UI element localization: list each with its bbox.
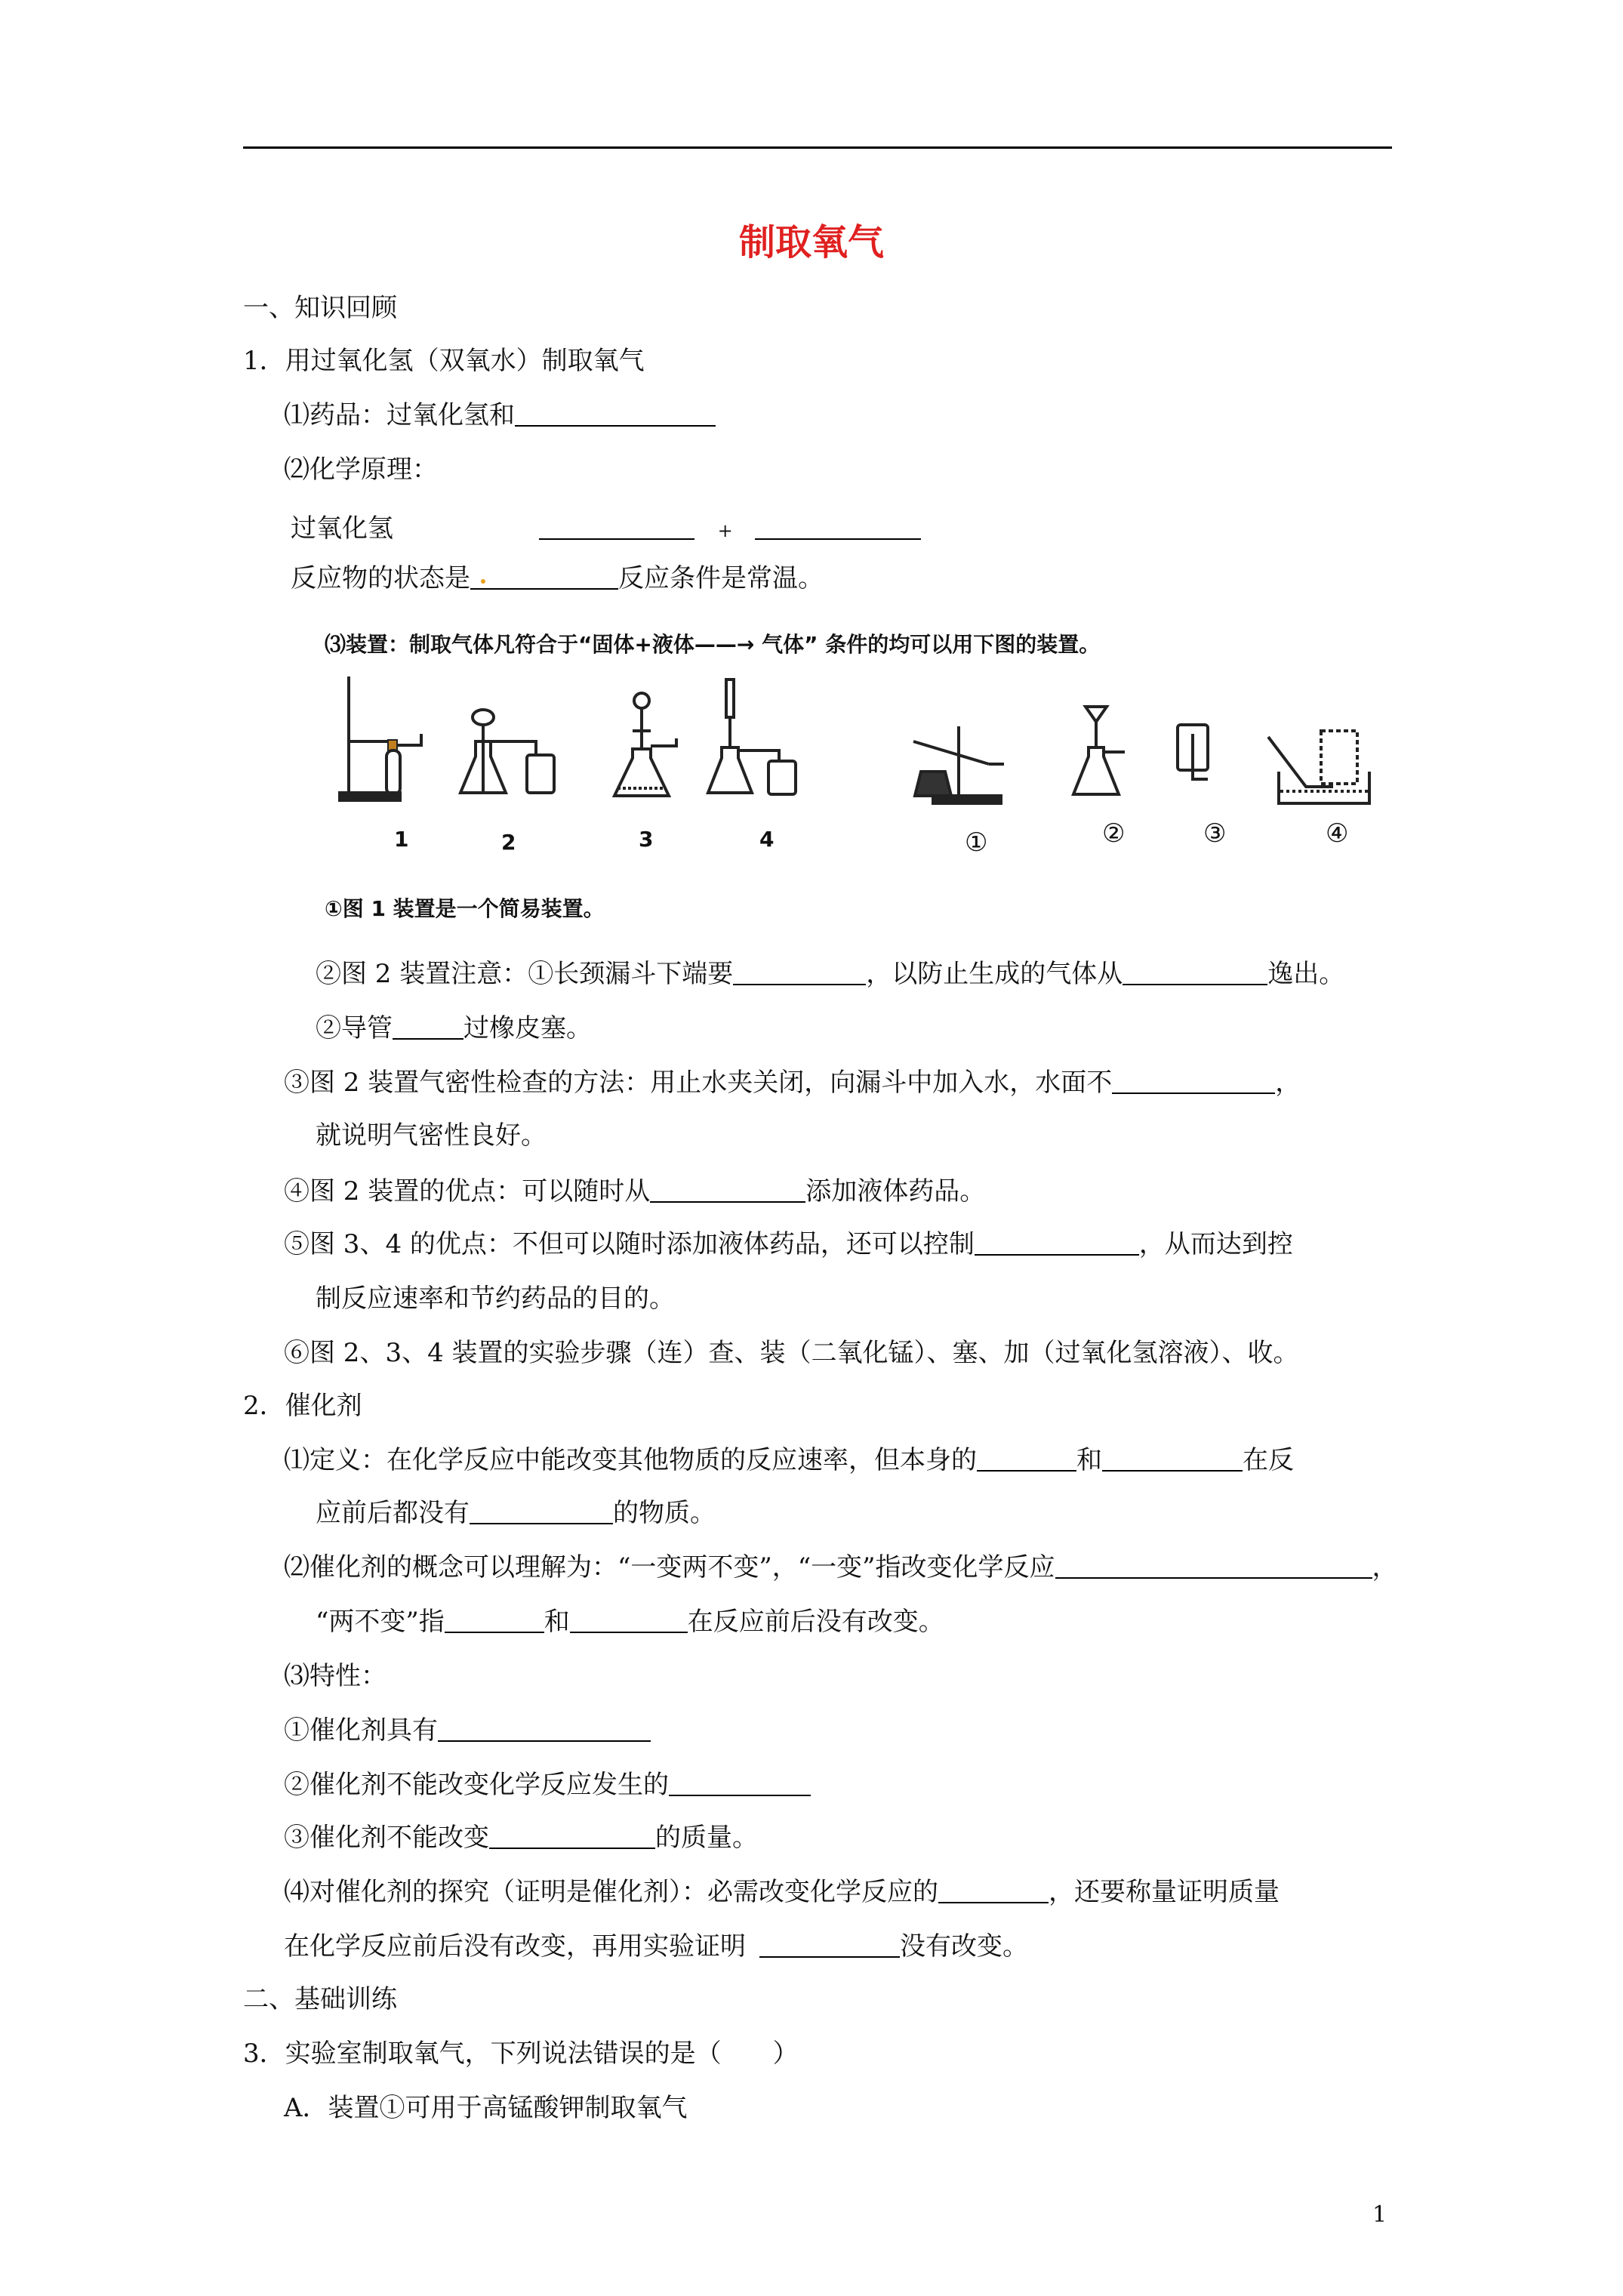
c1a-text-3: 在反 (1243, 1445, 1294, 1475)
p2a-text-3: 逸出。 (1267, 959, 1345, 989)
answer-blank[interactable] (489, 1823, 655, 1849)
c2a-text-2: ， (1372, 1552, 1398, 1583)
answer-blank[interactable] (1112, 1068, 1275, 1094)
answer-blank[interactable] (470, 1499, 613, 1524)
catalyst-definition-b (316, 1496, 716, 1530)
fig-label-c3: ③ (1203, 818, 1227, 849)
q1-equation (291, 512, 921, 547)
c3a-text: ①催化剂具有 (284, 1715, 438, 1746)
answer-blank[interactable] (669, 1771, 811, 1796)
answer-blank[interactable] (938, 1878, 1049, 1903)
question-3: 3．实验室制取氧气，下列说法错误的是（ ） (243, 2039, 799, 2069)
q1-state (291, 562, 824, 595)
p2b-text-1: ②导管 (316, 1013, 393, 1043)
header-rule (243, 146, 1392, 149)
answer-blank[interactable] (570, 1607, 688, 1633)
answer-blank[interactable] (650, 1177, 805, 1203)
c4a-text-1: ⑷对催化剂的探究（证明是催化剂）：必需改变化学反应的 (284, 1877, 938, 1907)
catalyst-explore-b (284, 1930, 1028, 1963)
apparatus-4 (708, 680, 796, 794)
answer-blank[interactable] (1102, 1446, 1243, 1472)
p5a-text-2: ，从而达到控 (1138, 1229, 1293, 1259)
c3c-text-2: 的质量。 (655, 1823, 758, 1853)
fig-label-3: 3 (639, 827, 654, 852)
answer-blank[interactable] (977, 1446, 1076, 1472)
answer-blank[interactable] (438, 1716, 651, 1742)
point-2b (316, 1012, 592, 1045)
point-2a (316, 957, 1344, 991)
p3a-text-1: ③图 2 装置气密性检查的方法：用止水夹关闭，向漏斗中加入水，水面不 (284, 1068, 1113, 1098)
p2a-text-2: ，以防止生成的气体从 (866, 959, 1123, 989)
point-5a (284, 1228, 1293, 1261)
c3b-text: ②催化剂不能改变化学反应发生的 (284, 1770, 669, 1800)
q1-drugs (284, 399, 716, 432)
answer-blank[interactable] (759, 1932, 900, 1958)
catalyst-concept-a (284, 1551, 1398, 1584)
point-4 (284, 1175, 985, 1208)
catalyst-explore-a (284, 1875, 1280, 1909)
apparatus-figure (325, 658, 1397, 900)
c2b-text-2: 和 (544, 1607, 570, 1637)
catalyst-concept-b (316, 1605, 944, 1638)
point-6: ⑥图 2、3、4 装置的实验步骤（连）查、装（二氧化锰）、塞、加（过氧化氢溶液）、收。 (284, 1338, 1299, 1368)
answer-blank[interactable] (470, 564, 618, 590)
answer-blank[interactable] (393, 1014, 463, 1040)
answer-blank[interactable] (445, 1607, 544, 1633)
answer-blank[interactable] (539, 514, 694, 540)
apparatus-circled-2 (1073, 707, 1125, 794)
answer-blank[interactable] (1123, 960, 1267, 985)
fig-label-c2: ② (1102, 818, 1126, 849)
answer-blank[interactable] (515, 401, 716, 427)
property-1 (284, 1714, 651, 1747)
fig-label-4: 4 (759, 827, 775, 852)
c2b-text-1: “两不变”指 (316, 1607, 445, 1637)
answer-blank[interactable] (1055, 1553, 1372, 1579)
catalyst-definition-a (284, 1444, 1294, 1477)
page-number: 1 (1372, 2202, 1387, 2228)
option-a: A．装置①可用于高锰酸钾制取氧气 (284, 2093, 688, 2123)
property-3 (284, 1821, 758, 1854)
answer-blank[interactable] (755, 514, 921, 540)
c1b-text-1: 应前后都没有 (316, 1498, 470, 1528)
property-2 (284, 1768, 811, 1801)
fig-label-c1: ① (965, 827, 988, 858)
state-text: 反应物的状态是 (291, 563, 470, 593)
figure-caption: ⑶装置：制取气体凡符合于“固体+液体——→ 气体” 条件的均可以用下图的装置。 (325, 632, 1101, 657)
point-5b: 制反应速率和节约药品的目的。 (316, 1284, 675, 1314)
question-2: 2．催化剂 (243, 1391, 362, 1421)
c1b-text-2: 的物质。 (613, 1498, 716, 1528)
fig-label-1: 1 (394, 827, 409, 852)
answer-blank[interactable] (975, 1230, 1139, 1256)
apparatus-circled-4 (1268, 731, 1369, 803)
apparatus-2 (460, 710, 554, 794)
p3a-text-2: ， (1275, 1068, 1301, 1098)
section-heading-2: 二、基础训练 (243, 1984, 397, 2014)
state-text-2: 反应条件是常温。 (618, 563, 824, 593)
p5a-text-1: ⑤图 3、4 的优点：不但可以随时添加液体药品，还可以控制 (284, 1229, 975, 1259)
plus-sign: + (717, 520, 733, 541)
c2b-text-3: 在反应前后没有改变。 (687, 1607, 944, 1637)
page-title: 制取氧气 (738, 221, 884, 264)
apparatus-circled-3 (1178, 725, 1208, 779)
c4b-text-2: 没有改变。 (900, 1931, 1028, 1962)
p4-text-1: ④图 2 装置的优点：可以随时从 (284, 1176, 651, 1207)
mark-dot (481, 579, 485, 584)
apparatus-1 (340, 676, 421, 800)
point-3a (284, 1066, 1301, 1099)
c1a-text-1: ⑴定义：在化学反应中能改变其他物质的反应速率，但本身的 (284, 1445, 977, 1475)
question-1: 1．用过氧化氢（双氧水）制取氧气 (243, 346, 645, 376)
apparatus-circled-1 (913, 726, 1004, 803)
fig-label-c4: ④ (1326, 818, 1349, 849)
p2b-text-2: 过橡皮塞。 (463, 1013, 592, 1043)
answer-blank[interactable] (733, 960, 866, 985)
point-3b: 就说明气密性良好。 (316, 1120, 547, 1151)
fig-label-2: 2 (501, 830, 516, 855)
c1a-text-2: 和 (1076, 1445, 1102, 1475)
c4b-text-1: 在化学反应前后没有改变，再用实验证明 (284, 1931, 746, 1962)
apparatus-3 (614, 693, 676, 796)
figure-note: ①图 1 装置是一个简易装置。 (325, 896, 605, 921)
c2a-text-1: ⑵催化剂的概念可以理解为：“一变两不变”，“一变”指改变化学反应 (284, 1552, 1055, 1583)
catalyst-properties: ⑶特性： (284, 1661, 387, 1691)
q1-drugs-text: ⑴药品：过氧化氢和 (284, 400, 515, 430)
c3c-text-1: ③催化剂不能改变 (284, 1823, 489, 1853)
p4-text-2: 添加液体药品。 (805, 1176, 986, 1207)
c4a-text-2: ，还要称量证明质量 (1049, 1877, 1280, 1907)
q1-principle: ⑵化学原理： (284, 455, 438, 485)
section-heading-1: 一、知识回顾 (243, 293, 397, 323)
reactant-label: 过氧化氢 (291, 513, 393, 544)
p2a-text-1: ②图 2 装置注意：①长颈漏斗下端要 (316, 959, 734, 989)
